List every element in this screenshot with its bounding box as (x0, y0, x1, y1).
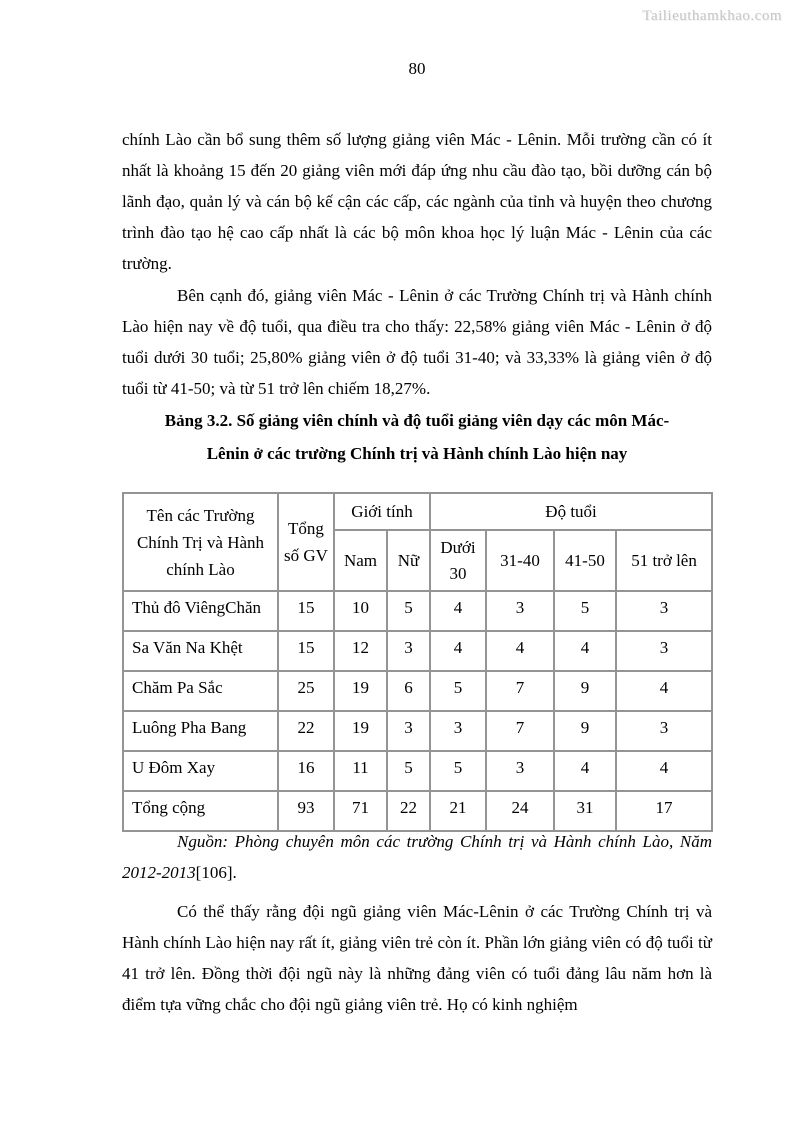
male-cell: 11 (334, 751, 387, 791)
school-name-cell: U Đôm Xay (123, 751, 278, 791)
age-41-50-cell: 9 (554, 711, 616, 751)
female-cell: 3 (387, 711, 430, 751)
header-male: Nam (334, 530, 387, 591)
table-caption-line-2: Lênin ở các trường Chính trị và Hành chính Lào hiện nay (206, 444, 628, 463)
table-header-group-row (123, 493, 712, 530)
age-51-plus-cell: 17 (616, 791, 712, 831)
male-cell: 71 (334, 791, 387, 831)
under-30-cell: 5 (430, 751, 486, 791)
table-caption (122, 404, 712, 470)
total-cell: 15 (278, 591, 334, 631)
age-31-40-cell: 7 (486, 671, 554, 711)
under-30-cell: 21 (430, 791, 486, 831)
school-name-cell: Thủ đô ViêngChăn (123, 591, 278, 631)
header-gender-group: Giới tính (334, 493, 430, 530)
header-31-40: 31-40 (486, 530, 554, 591)
source-note-reference: [106]. (195, 863, 237, 882)
female-cell: 22 (387, 791, 430, 831)
total-cell: 16 (278, 751, 334, 791)
female-cell: 6 (387, 671, 430, 711)
age-41-50-cell: 4 (554, 751, 616, 791)
header-female: Nữ (387, 530, 430, 591)
age-51-plus-cell: 3 (616, 591, 712, 631)
table-caption-line-1: Bảng 3.2. Số giảng viên chính và độ tuổi giảng viên dạy các môn Mác- (164, 411, 670, 430)
body-paragraph-3: Có thể thấy rằng đội ngũ giảng viên Mác-Lênin ở các Trường Chính trị và Hành chính Lào hiện nay rất ít, giảng viên trẻ còn ít. Phần lớn giảng viên có độ tuổi từ 41 trở lên. Đồng thời đội ngũ này là những đảng viên có tuổi đảng lâu năm hơn là điểm tựa vững chắc cho đội ngũ giảng viên trẻ. Họ có kinh nghiệm (122, 902, 712, 1014)
age-31-40-cell: 24 (486, 791, 554, 831)
female-cell: 5 (387, 591, 430, 631)
under-30-cell: 3 (430, 711, 486, 751)
table-row (123, 751, 712, 791)
male-cell: 10 (334, 591, 387, 631)
total-label-cell: Tổng cộng (123, 791, 278, 831)
total-cell: 22 (278, 711, 334, 751)
female-cell: 3 (387, 631, 430, 671)
body-paragraph-1: chính Lào cần bổ sung thêm số lượng giảng viên Mác - Lênin. Mỗi trường cần có ít nhất là khoảng 15 đến 20 giảng viên mới đáp ứng nhu cầu đào tạo, bồi dưỡng cán bộ lãnh đạo, quản lý và cán bộ kế cận các cấp, các ngành của tỉnh và huyện theo chương trình đào tạo hệ cao cấp nhất là các bộ môn khoa học lý luận Mác - Lênin của các trường. (122, 130, 712, 273)
age-51-plus-cell: 4 (616, 671, 712, 711)
age-51-plus-cell: 4 (616, 751, 712, 791)
under-30-cell: 4 (430, 631, 486, 671)
site-watermark: Tailieuthamkhao.com (642, 8, 782, 24)
male-cell: 19 (334, 711, 387, 751)
page-number: 80 (408, 59, 426, 78)
table-total-row (123, 791, 712, 831)
table-row (123, 631, 712, 671)
table-row (123, 591, 712, 631)
total-cell: 93 (278, 791, 334, 831)
age-51-plus-cell: 3 (616, 711, 712, 751)
lecturer-age-table (122, 492, 713, 832)
header-school-column: Tên các Trường Chính Trị và Hành chính Lào (123, 493, 278, 591)
header-41-50: 41-50 (554, 530, 616, 591)
age-31-40-cell: 3 (486, 751, 554, 791)
male-cell: 19 (334, 671, 387, 711)
school-name-cell: Sa Văn Na Khệt (123, 631, 278, 671)
female-cell: 5 (387, 751, 430, 791)
age-41-50-cell: 31 (554, 791, 616, 831)
body-paragraph-2: Bên cạnh đó, giảng viên Mác - Lênin ở các Trường Chính trị và Hành chính Lào hiện nay về độ tuổi, qua điều tra cho thấy: 22,58% giảng viên Mác - Lênin ở độ tuổi dưới 30 tuổi; 25,80% giảng viên ở độ tuổi 31-40; và 33,33% là giảng viên ở độ tuổi từ 41-50; và từ 51 trở lên chiếm 18,27%. (122, 286, 712, 398)
total-cell: 15 (278, 631, 334, 671)
school-name-cell: Luông Pha Bang (123, 711, 278, 751)
header-age-group: Độ tuổi (430, 493, 712, 530)
header-total-gv-column: Tổng số GV (278, 493, 334, 591)
under-30-cell: 4 (430, 591, 486, 631)
school-name-cell: Chăm Pa Sắc (123, 671, 278, 711)
age-31-40-cell: 4 (486, 631, 554, 671)
table-row (123, 711, 712, 751)
header-under-30: Dưới 30 (430, 530, 486, 591)
source-note-text: Nguồn: Phòng chuyên môn các trường Chính trị và Hành chính Lào, Năm 2012-2013 (122, 832, 712, 882)
age-31-40-cell: 7 (486, 711, 554, 751)
age-31-40-cell: 3 (486, 591, 554, 631)
age-41-50-cell: 5 (554, 591, 616, 631)
header-51-plus: 51 trở lên (616, 530, 712, 591)
total-cell: 25 (278, 671, 334, 711)
age-41-50-cell: 9 (554, 671, 616, 711)
age-41-50-cell: 4 (554, 631, 616, 671)
age-51-plus-cell: 3 (616, 631, 712, 671)
under-30-cell: 5 (430, 671, 486, 711)
male-cell: 12 (334, 631, 387, 671)
table-row (123, 671, 712, 711)
source-note (122, 826, 712, 888)
